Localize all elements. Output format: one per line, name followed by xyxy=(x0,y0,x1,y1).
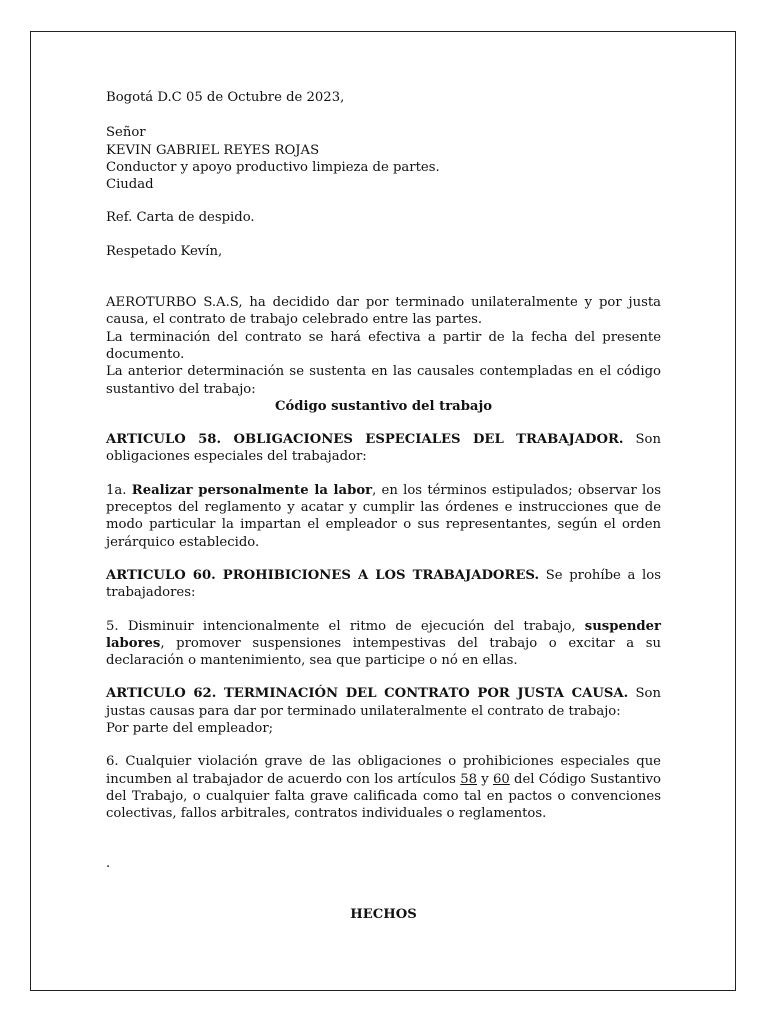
salutation-title: Señor xyxy=(106,125,146,141)
greeting: Respetado Kevín, xyxy=(106,243,223,259)
item-5: 5. Disminuir intencionalmente el ritmo de ejecución del trabajo, suspender labores, promover suspensiones intempestivas del trabajo o excitar a su declaración o mantenimiento, sea que participe o nó en ellas. xyxy=(106,618,661,669)
article-62 xyxy=(106,685,661,720)
item-1a: 1a. Realizar personalmente la labor, en los términos estipulados; observar los preceptos del reglamento y acatar y cumplir las órdenes e instrucciones que de modo particular la impartan el empleador o sus representantes, según el orden jerárquico establecido. xyxy=(106,482,661,550)
article-60 xyxy=(106,567,661,602)
letter-body xyxy=(106,89,661,923)
article-60-text: Se prohíbe a los trabajadores: xyxy=(106,567,661,601)
recipient-name: KEVIN GABRIEL REYES ROJAS xyxy=(106,142,320,158)
document-page xyxy=(30,31,736,991)
item-5-bold: suspender labores xyxy=(106,618,661,651)
reference-line: Ref. Carta de despido. xyxy=(106,210,255,226)
recipient-role: Conductor y apoyo productivo limpieza de partes. xyxy=(106,159,440,175)
article-60-heading: ARTICULO 60. PROHIBICIONES A LOS TRABAJADORES. xyxy=(106,567,540,583)
article-62-heading: ARTICULO 62. TERMINACIÓN DEL CONTRATO POR JUSTA CAUSA. xyxy=(106,686,629,702)
article-58-heading: ARTICULO 58. OBLIGACIONES ESPECIALES DEL TRABAJADOR. xyxy=(106,432,624,448)
date-line: Bogotá D.C 05 de Octubre de 2023, xyxy=(106,90,345,105)
section-title: Código sustantivo del trabajo xyxy=(274,398,493,414)
item-1a-bold: Realizar personalmente la labor xyxy=(131,482,373,498)
intro-paragraph-2: La terminación del contrato se hará efectiva a partir de la fecha del presente documento. xyxy=(106,329,661,362)
dot-line: . xyxy=(106,855,111,871)
intro-paragraph-1: AEROTURBO S.A.S, ha decidido dar por terminado unilateralmente y por justa causa, el contrato de trabajo celebrado entre las partes. xyxy=(106,295,661,328)
article-58 xyxy=(106,431,661,466)
article-58-link[interactable]: 58 xyxy=(460,771,477,787)
recipient-city: Ciudad xyxy=(106,177,154,193)
article-62-text: Son justas causas para dar por terminado unilateralmente el contrato de trabajo: xyxy=(106,686,661,719)
article-60-link[interactable]: 60 xyxy=(493,771,510,787)
article-62-line2: Por parte del empleador; xyxy=(106,721,274,737)
article-58-text: Son obligaciones especiales del trabajador: xyxy=(106,432,661,465)
item-6: 6. Cualquier violación grave de las obligaciones o prohibiciones especiales que incumben al trabajador de acuerdo con los artículos 58 y 60 del Código Sustantivo del Trabajo, o cualquier falta grave calificada como tal en pactos o convenciones colectivas, fallos arbitrales, contratos individuales o reglamentos. xyxy=(106,754,661,822)
facts-title: HECHOS xyxy=(350,906,417,922)
intro-paragraph-3: La anterior determinación se sustenta en las causales contempladas en el código sustantivo del trabajo: xyxy=(106,364,661,397)
